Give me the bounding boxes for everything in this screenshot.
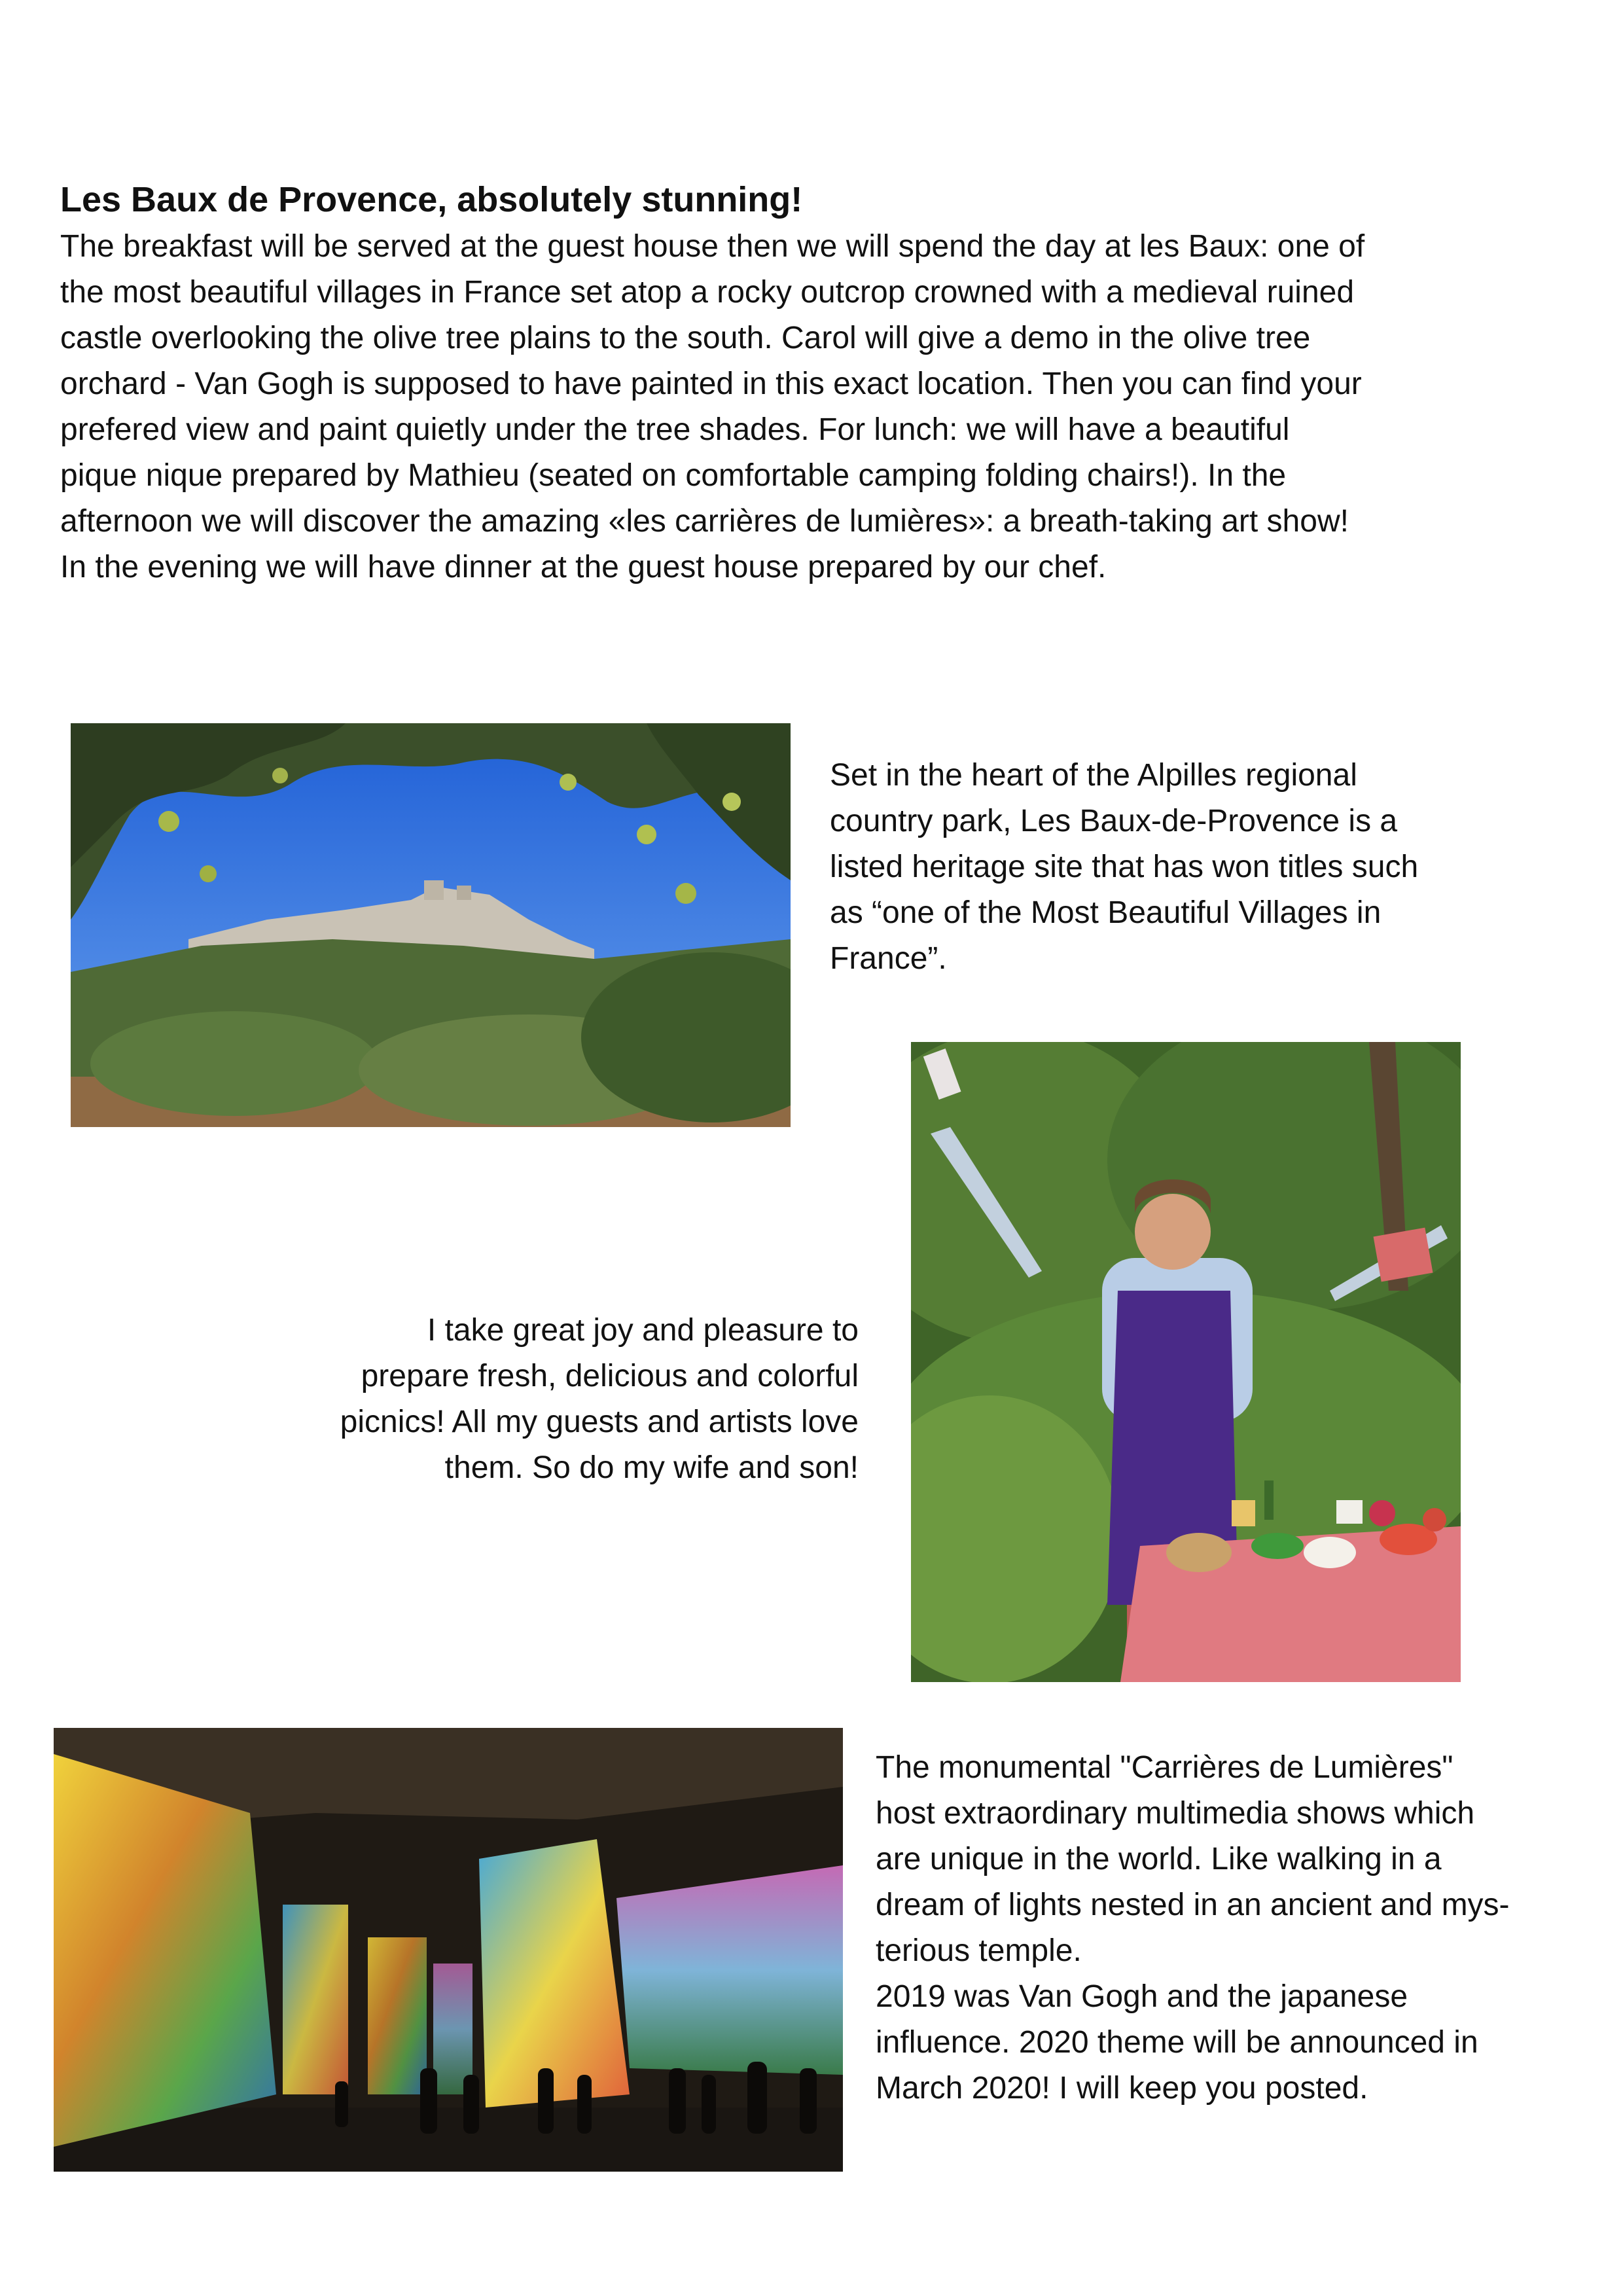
carrieres-line: dream of lights nested in an ancient and mys- <box>876 1888 1510 1922</box>
village-line: as “one of the Most Beautiful Villages in <box>830 895 1382 930</box>
carrieres-lumieres-photo <box>54 1728 843 2172</box>
chef-quote-line: prepare fresh, delicious and colorful <box>361 1359 859 1393</box>
intro-line: castle overlooking the olive tree plains to the south. Carol will give a demo in the olive tree <box>60 321 1311 355</box>
chef-quote-line: them. So do my wife and son! <box>444 1450 859 1485</box>
carrieres-line: terious temple. <box>876 1933 1082 1968</box>
intro-line: pique nique prepared by Mathieu (seated on comfortable camping folding chairs!). In the <box>60 458 1287 493</box>
intro-line: prefered view and paint quietly under the tree shades. For lunch: we will have a beautiful <box>60 412 1290 447</box>
village-line: France”. <box>830 941 947 976</box>
chef-quote-line: I take great joy and pleasure to <box>427 1313 859 1348</box>
intro-line: In the evening we will have dinner at the guest house prepared by our chef. <box>60 550 1107 584</box>
chef-quote <box>270 1308 859 1491</box>
intro-line: the most beautiful villages in France set atop a rocky outcrop crowned with a medieval ruined <box>60 275 1355 310</box>
intro-line: afternoon we will discover the amazing «les carrières de lumières»: a breath-taking art show! <box>60 504 1349 539</box>
intro-line: The breakfast will be served at the guest house then we will spend the day at les Baux: one of <box>60 229 1365 264</box>
chef-picnic-photo <box>911 1042 1461 1682</box>
carrieres-line: The monumental "Carrières de Lumières" <box>876 1750 1454 1785</box>
carrieres-line: 2019 was Van Gogh and the japanese <box>876 1979 1408 2014</box>
village-line: country park, Les Baux-de-Provence is a <box>830 804 1398 838</box>
carrieres-line: are unique in the world. Like walking in a <box>876 1842 1442 1876</box>
village-line: Set in the heart of the Alpilles regional <box>830 758 1357 793</box>
village-line: listed heritage site that has won titles such <box>830 850 1419 884</box>
carrieres-line: March 2020! I will keep you posted. <box>876 2071 1368 2106</box>
intro-line: orchard - Van Gogh is supposed to have painted in this exact location. Then you can find your <box>60 367 1362 401</box>
chef-quote-line: picnics! All my guests and artists love <box>340 1405 859 1439</box>
page-title: Les Baux de Provence, absolutely stunning! <box>60 180 803 219</box>
village-description <box>830 753 1418 982</box>
carrieres-description <box>876 1745 1510 2111</box>
carrieres-line: host extraordinary multimedia shows which <box>876 1796 1475 1831</box>
intro-paragraph <box>60 224 1552 590</box>
olive-trees-castle-photo <box>71 723 791 1127</box>
carrieres-line: influence. 2020 theme will be announced in <box>876 2025 1478 2060</box>
